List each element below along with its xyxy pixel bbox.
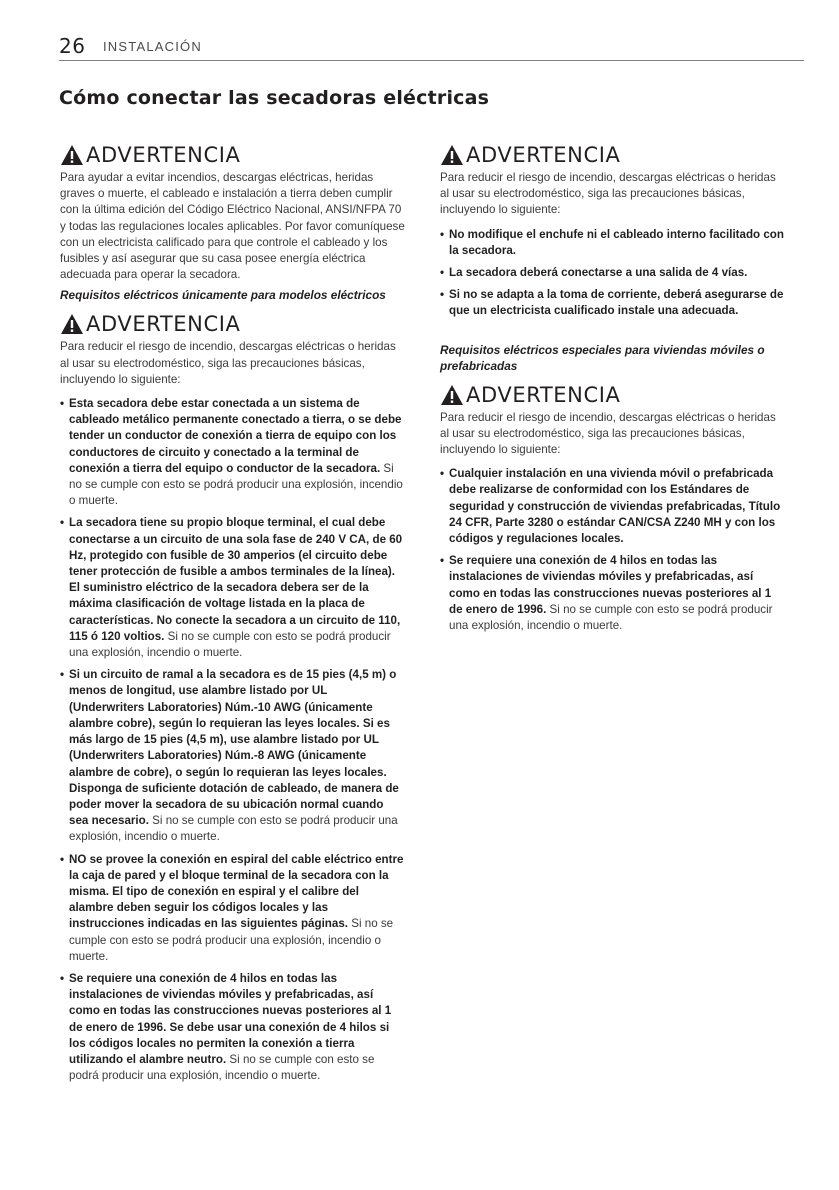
bold-text: Se requiere una conexión de 4 hilos en todas las instalaciones de viviendas móviles y prefabricadas, así como en todas las construcciones nuevas posteriores al 1 de enero de 1996. xyxy=(449,554,772,616)
bold-text: La secadora tiene su propio bloque terminal, el cual debe conectarse a un circuito de una sola fase de 240 V CA, de 60 Hz, protegido con fusible de 30 amperios (el circuito debe tener protección de fusible a ambos terminales de la línea). El suministro eléctrico de la secadora debera ser de la máxima clasificación de voltage listada en la placa de características. No conecte la secadora a un circuito de 110, 115 ó 120 voltios. xyxy=(69,516,403,643)
normal-text: Si no se cumple con esto se podrá producir una explosión, incendio o muerte. xyxy=(69,629,391,660)
bold-text: Esta secadora debe estar conectada a un sistema de cableado metálico permanente conectado a tierra, o se debe tender un conductor de conexión a tierra de equipo con los conductores de circuito y conectado a la terminal de conexión a tierra del equipo o conductor de la secadora. xyxy=(69,397,402,475)
list-item xyxy=(60,396,405,509)
precaution-list xyxy=(60,396,405,1084)
warning-title: ADVERTENCIA xyxy=(466,382,621,407)
page-number: 26 xyxy=(59,34,86,58)
subheading-mobile-homes: Requisitos eléctricos especiales para viviendas móviles o prefabricadas xyxy=(440,342,765,373)
list-item xyxy=(60,852,405,965)
left-column xyxy=(60,140,405,1090)
bold-text: Cualquier instalación en una vivienda móvil o prefabricada debe realizarse de conformidad con los Estándares de seguridad y construcción de viviendas prefabricadas, Título 24 CFR, Parte 3280 o estándar CAN/CSA Z240 MH y con los códigos y regulaciones locales. xyxy=(449,467,781,546)
normal-text: Si no se cumple con esto se podrá producir una explosión, incendio o muerte. xyxy=(69,917,394,963)
warning-header xyxy=(60,140,405,166)
bold-text: No modifique el enchufe ni el cableado interno facilitado con la secadora. xyxy=(449,227,784,257)
bold-text: NO se provee la conexión en espiral del cable eléctrico entre la caja de pared y el bloque terminal de la secadora con la misma. El tipo de conexión en espiral y el calibre del alambre deben seguir los códigos locales y las instrucciones indicadas en las siguientes páginas. xyxy=(69,852,404,931)
bold-text: Si un circuito de ramal a la secadora es de 15 pies (4,5 m) o menos de longitud, use alambre listado por UL (Underwriters Laboratories) Núm.-10 AWG (únicamente alambre cobre), según lo requieran las leyes locales. Si es más largo de 15 pies (4,5 m), use alambre listado por UL (Underwriters Laboratories) Núm.-8 AWG (únicamente alambre de cobre), o según lo requieran las leyes locales. Disponga de suficiente dotación de cableado, de manera de poder mover la secadora de su ubicación normal cuando sea necesario. xyxy=(69,668,399,828)
warning-title: ADVERTENCIA xyxy=(86,312,241,337)
warning-triangle-icon xyxy=(60,144,84,166)
normal-text: Si no se cumple con esto se podrá producir una explosión, incendio o muerte. xyxy=(69,814,398,844)
warning-header xyxy=(440,140,785,166)
normal-text: Si no se cumple con esto se podrá producir una explosión, incendio o muerte. xyxy=(69,461,403,508)
warning-triangle-icon xyxy=(440,384,464,406)
precaution-list xyxy=(440,466,785,634)
bold-text: Si no se adapta a la toma de corriente, deberá asegurarse de que un electricista cualificado instale una adecuada. xyxy=(449,288,784,318)
warning-title: ADVERTENCIA xyxy=(86,143,241,167)
page-header xyxy=(59,34,804,61)
warning-block-mobile-homes xyxy=(440,380,785,635)
warning-block-electric xyxy=(60,309,405,1084)
list-item xyxy=(60,667,405,845)
list-item xyxy=(440,265,785,281)
right-column xyxy=(440,140,785,640)
warning-triangle-icon xyxy=(440,144,464,166)
subheading-electric-requirements: Requisitos eléctricos únicamente para modelos eléctricos xyxy=(60,288,386,303)
section-label: INSTALACIÓN xyxy=(103,39,202,54)
warning-header xyxy=(60,309,405,335)
page-title: Cómo conectar las secadoras eléctricas xyxy=(59,87,490,109)
bold-text: La secadora deberá conectarse a una salida de 4 vías. xyxy=(449,266,748,280)
bold-text: Se requiere una conexión de 4 hilos en todas las instalaciones de viviendas móviles y prefabricadas, así como en todas las construcciones nuevas posteriores al 1 de enero de 1996. Se debe usar una conexión de 4 hilos si los códigos locales no permiten la conexión a tierra utilizando el alambre neutro. xyxy=(69,971,392,1066)
list-item xyxy=(440,553,785,634)
list-item xyxy=(60,515,405,661)
list-item xyxy=(440,287,785,319)
warning-intro: Para reducir el riesgo de incendio, descargas eléctricas o heridas al usar su electrodoméstico, siga las precauciones básicas, incluyendo lo siguiente: xyxy=(60,340,396,386)
warning-intro: Para reducir el riesgo de incendio, descargas eléctricas o heridas al usar su electrodoméstico, siga las precauciones básicas, incluyendo lo siguiente: xyxy=(440,410,776,457)
warning-block-plug xyxy=(440,140,785,320)
warning-block-general xyxy=(60,140,405,283)
list-item xyxy=(440,227,785,259)
normal-text: Si no se cumple con esto se podrá producir una explosión, incendio o muerte. xyxy=(449,602,773,633)
warning-text: Para ayudar a evitar incendios, descargas eléctricas, heridas graves o muerte, el cableado e instalación a tierra deben cumplir con la última edición del Código Eléctrico Nacional, ANSI/NFPA 70 y todas las regulaciones locales aplicables. Por favor comuníquese con un electricista calificado para que controle el cableado y los fusibles y así asegurar que su casa posee energía eléctrica adecuada para operar la secadora. xyxy=(60,171,405,282)
list-item xyxy=(440,466,785,547)
warning-title: ADVERTENCIA xyxy=(466,143,621,167)
warning-header xyxy=(440,380,785,406)
precaution-list xyxy=(440,227,785,320)
warning-intro: Para reducir el riesgo de incendio, descargas eléctricas o heridas al usar su electrodoméstico, siga las precauciones básicas, incluyendo lo siguiente: xyxy=(440,171,776,217)
warning-triangle-icon xyxy=(60,313,84,335)
list-item xyxy=(60,971,405,1084)
normal-text: Si no se cumple con esto se podrá producir una explosión, incendio o muerte. xyxy=(69,1052,375,1083)
